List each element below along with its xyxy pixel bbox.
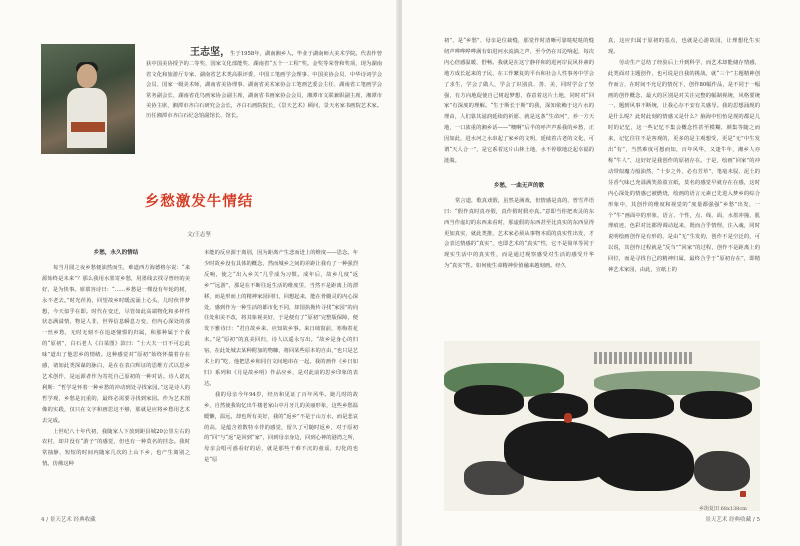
painting-buffalo [594, 389, 674, 419]
author-figure [67, 64, 107, 144]
author-name: 王志坚， [190, 47, 231, 58]
article-title: 乡愁激发牛情结 [144, 193, 254, 210]
paragraph: 真，这应归属于原初的基点，也就是心游故园，让理想化生实现。 [608, 38, 760, 55]
author-bio-text: 生于1958年，湖南湘乡人。毕业于湖南师大美术学院。代表作曾获中国美协授予的二等奖、国家文化部能奖、湖南省“五个一工程”奖。金奖等荣誉和奖项，现为湖南省文化和旅游厅专家、湖南省艺术类高职评委、中国工笔画学会理事、中国美协会员、中华诗词学会会员、国家一级美术师，湖南省美协理事、湖南省美术家协会工笔画艺委会主任、湖南省工笔画学会常务副会长、湖南省花鸟画家协会副主席，湖南省书画家协会会员，湘潭市文联兼职副主席，湘潭市美协主席，湘潭市齐白石研究会会长，齐白石画院院长，《景天艺术》顾问，景天名家书画院艺术家。历任湘潭市齐白石纪念馆副馆长、馆长。 [146, 51, 383, 120]
right-column-2 [608, 36, 760, 276]
right-page [402, 0, 800, 546]
author-bio [146, 48, 382, 122]
paragraph: 初”、是“乡愁”、母亲是位裁缝，那觉作时清晰可靠哒哒哒的缝纫声哗哗哗哗满有如进河水流淌之声，至今仍在耳边响起，每次内心倍感温暖、舒畅。我就是在这宁静祥和的进河岸民风朴素的地方成长起来的子民，在工作繁复的平台和社会人性事务中学会了求生，学会了做人，学会了识别真、善、美，同时学会了坚强，有方向地促使自己树起梦想，春意着这片土地，同时对“回家”有深度的理解。“生于斯长于斯”的我，深知依赖于这片水的理由，人们靠其滋润延续的祈愿、就是这条“生命河”，养一方天地，一口浓重的湘乡话——“噢啊”后半的呼声声系我的乡愁，正因如此，进水河之水串起了家乡的文明，延续着古老的文化，可谓“天人合一”，是它系着这片山林土地，水不停歇地泛起幸福的涟漪。 [444, 38, 594, 164]
left-column-1 [42, 248, 190, 470]
footer-right: 景天艺术 经典收藏 / 5 [705, 517, 760, 523]
painting-figure [564, 413, 572, 423]
byline: 文/王志坚 [187, 232, 211, 238]
section-heading: 乡愁，一曲无声的歌 [493, 182, 545, 189]
painting-buffalo [528, 393, 588, 419]
painting-buffalo [464, 461, 524, 495]
paragraph: 劳动生产总结了经验后上升到科学，而艺术却能储存情感，此类面对主题创作，也可说是自我的挑战，就“三个”主题精神创作而言，在时间不允足的情况下，创作80幅作品，是不同于一幅画的创作概念，最大的区别是对关注完整的幅制视统，风格要统一，题到风事不断统，让我心存不安有关感导。我的思想涌现的是什么呢？此时此刻的情感又是什么？脑海中怕怡是现的都是儿时的记忆，这一些记忆不集会概念性甚至模糊，颜集等随之而来，记忆往往不是客观的，更多的是主观想受，更是“无”中生发出“有”，当然难度可想而知，百年风华，又逢牛年，湘乡人亦称“牛人”，这好好是我创作的原初存在。于是，绘画“回家”的冲动带似魔力般油然，“十步之外，必有芳草”，笔毫未驭，泥土的芬香气味已充溢满笑盈盈宣纸，莫名的感觉早就存在在感，这时内心深处的情感已被燃烧，绘画的语言元素已先进入梦乡的综合形象中，其创作的维度和视觉的“度量都强强“乡愁”出发，一个“牛”画面中的形象，语言、个性，点、线、面，水墨冲撞、肌理痕迹、色彩对比都得调动起来，既而合乎情理，注入魂，同时说明绘画创作是有形的，是由“无”生发的，创作不是空泛的，可以说，其创作过程就是“反刍”“回家”的过程，创作不是距离上的回位，而是寻找自己的精神归属，最终合乎于“原初存在”，即精神艺术家园，由此，宣纸上的 [608, 59, 760, 274]
paragraph: 常言道，歌真戏假，虽然是满戏，但情感是真的，曾雪芹语曰：“假作真时真亦假，真作假时假亦真。”意即当你把欢灵的东西当作虚幻的东西来看时，那虚假的东西甚至比真实的东西显得更加真实，就此类推，艺术家必须从事物本质的真实性出发，才会表达情感的“真实”，也即艺术的“真实”性，它不是简单等同于现实生活中的真实性，而是通过观察感受对生活的感受升华为“真实”性。如何使生命精神价值融来越刻画。经久 [444, 197, 594, 270]
painting-inscription [594, 349, 709, 363]
author-photo [41, 44, 135, 154]
left-page [0, 0, 398, 546]
painting-seal [740, 491, 746, 497]
left-column-2 [204, 248, 358, 466]
painting-buffalo [454, 385, 524, 415]
paragraph: 本能的反应源于离别，因为距离产生悲而迸上的维度——思念。年少时故乡没有具体的概念，然而城乡之间的差距让我有了一种强烈反响，使之“出入乡关”几乎成为习惯。成年后，故乡几度“返乡”“远游”，那是在不断往返生活的维度里，当然不是距离上的漂移，而是形而上的精神家园回归，回想起来，能在骨髓灵的内心深处，感到作为一种生活的都市化不同，却国执拗传寻找“家园”的向往处和美不改，将其象视美好，于是便有了“原初”完整版保障，便发下雅诗曰：“君自故乡来，应知故乡事。来日绮窗前，寒梅着花未。”是“原初”的真美回归，诗人以遥永写出。“故乡是身心的归宿，在此处城去某种附加的物糠，将回某些原本的自由，”也只是艺术上的“吃、他把思乡和同自文间地串在一起。我的画作《乡日如归》系列和《月是故乡明》作品应乡，是对此前的思乡印象的表达。 [204, 250, 358, 387]
painting-buffalo [680, 391, 752, 419]
painting-caption: 乡街复田 68x138cm [699, 506, 747, 512]
right-column-1 [444, 36, 594, 272]
painting-buffalo [694, 451, 750, 491]
paragraph: 每当月圆之夜乡愁便油然而生，难道西方海德格尔说：“来源始终是未来”？那么我用水墨寄乡愁，用墨线去找寻曾经的美好，是为快事。席慕容诗曰：“……乡愁是一棵没有年轮的树，永不老去。”时光荏苒，回望故乡时暖流涌上心头，儿时伙伴梦想，今天似乎在即。时代在变迁，尽管如此高端物化和多样性状态满溢情，物是人非，世界信息瞬息万变，但内心深处的那一丝乡愁，无时无刻不在追逐憧憬的归属，和那种属于个我的“原初”，白石老人《白菜图》款曰：“士大夫一日不可忘此味”道出了他思乡的情绪。这种感觉对“原初”始终怀揣着存在感，诸如此类深谋的脉白，是在在表白辉证的思维方式以思乡艺术创作，是运源者作为寄托自己原初的一种对话。诗人诺瓦利斯：“哲学是怀着一种乡愁的冲动到处寻找家园。”这是诗人的哲学观，乡愁是沉重的，最终必需要寻找到家园。作为艺术图像的实践，仅只在文字和画思这不够，那就是应将乡愁用艺术去完成。 [42, 264, 190, 424]
section-heading: 乡愁，永久的情结 [93, 250, 139, 256]
painting-image [444, 341, 760, 511]
paragraph: 我的母亲今年94岁，经历和见证了百年风华。她几时的故乡，自然使我钩忆出牛楼老家山中月牙儿的美丽形象，这些乡愁温暖懒，温远，却也所有美好，我的“返乡”不是于山万水，而是悲哀的高，是蕴含着数特幸伴的感觉，留久了可随时返乡，对于原初的“回”与“返”是回到“家”，回到母亲身边，回到心神的港湾之所，母亲会唱可惑看好的话，就是那些千难不沉的童谣，幻化的也是“原 [204, 391, 358, 464]
paragraph: 上世纪八十年代初，我随家人下放到距县城20公里左右的农村，却并没有“游子”的感觉，但也有一种莫名的挂念。我时常抽静，短短的时间内随家几次的上山下乡，也产生离别之情。仿佛这种 [42, 428, 190, 468]
painting-buffalo [594, 433, 694, 491]
footer-left: 4 / 景天艺术 经典收藏 [41, 517, 96, 523]
